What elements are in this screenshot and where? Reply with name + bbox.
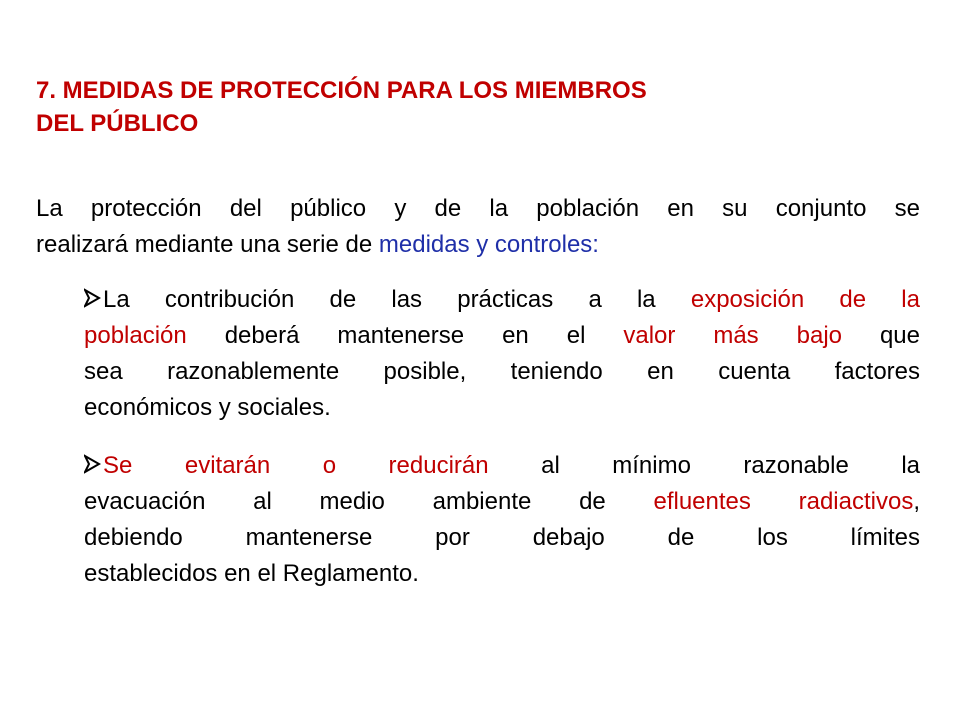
title-line-1: 7. MEDIDAS DE PROTECCIÓN PARA LOS MIEMBROS [36,77,647,104]
bullet-1-line-3: sea razonablemente posible, teniendo en cuenta factores [84,358,920,385]
list-item [84,448,920,592]
bullet-1-highlight-b: población [84,322,187,349]
bullet-2-line-4: establecidos en el Reglamento. [84,560,419,587]
bullet-1-text-a: La contribución de las prácticas a la [103,286,691,313]
arrow-bullet-icon [84,453,101,475]
bullet-1-line-1 [84,282,920,318]
intro-line-1: La protección del público y de la población en su conjunto se [36,195,920,222]
bullet-1-highlight-c: valor más bajo [623,322,842,349]
bullet-2-highlight-b: efluentes radiactivos [653,488,914,515]
bullet-1-line-4: económicos y sociales. [84,394,331,421]
bullet-1-text-b: deberá mantenerse en el [186,322,624,349]
intro-text: realizará mediante una serie de [36,231,379,258]
intro-line-2 [36,227,920,263]
title-line-2: DEL PÚBLICO [36,110,199,137]
bullet-list [84,282,920,614]
bullet-2-text-b: evacuación al medio ambiente de [84,488,654,515]
intro-highlight: medidas y controles: [378,231,599,258]
bullet-2-text-c: , [913,488,920,515]
bullet-2-line-2 [84,484,920,520]
arrow-bullet-icon [84,287,101,309]
slide-title [36,74,896,140]
bullet-2-text-a: al mínimo razonable la [488,452,920,479]
list-item [84,282,920,426]
bullet-1-text-c: que [842,322,920,349]
bullet-2-line-1 [84,448,920,484]
bullet-1-highlight-a: exposición de la [690,286,920,313]
intro-paragraph [36,191,920,263]
bullet-2-highlight-a: Se evitarán o reducirán [103,452,489,479]
bullet-2-line-3: debiendo mantenerse por debajo de los límites [84,524,920,551]
bullet-1-line-2 [84,318,920,354]
